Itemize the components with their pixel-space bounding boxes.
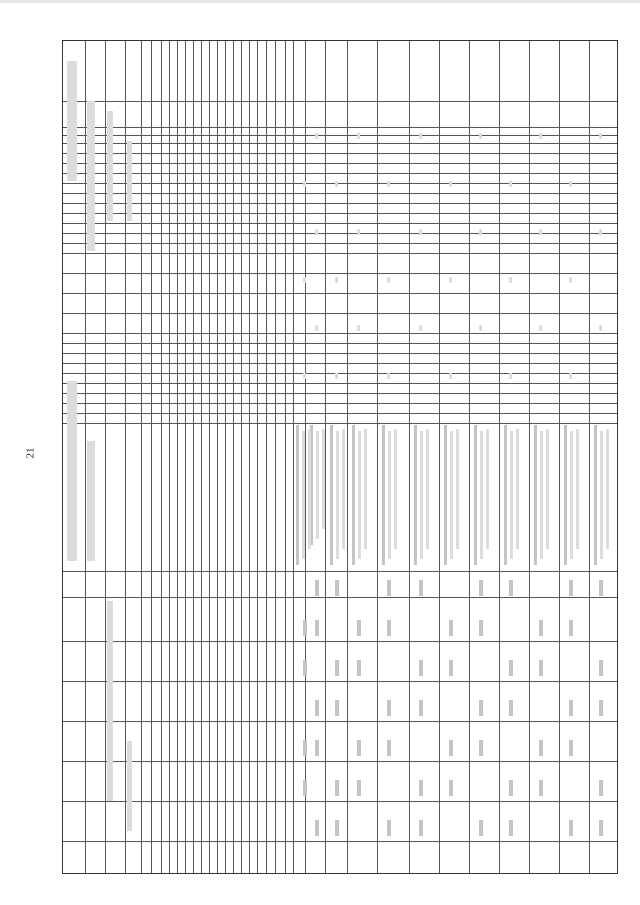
numeric-cell-mark (569, 820, 573, 836)
code-cell-mark (509, 277, 512, 283)
header-text-block (107, 111, 113, 221)
numeric-cell-mark (449, 780, 453, 796)
numeric-cell-mark (387, 820, 391, 836)
table-column-line (63, 163, 617, 164)
numeric-cell-mark (315, 620, 319, 636)
numeric-cell-mark (387, 580, 391, 596)
table-column-line (63, 243, 617, 244)
table-row-line (589, 41, 590, 873)
row-text-block (456, 429, 459, 549)
numeric-cell-mark (569, 700, 573, 716)
table-row-line (105, 41, 106, 873)
numeric-cell-mark (335, 780, 339, 796)
table-row-line (233, 41, 234, 873)
row-text-block (606, 429, 609, 549)
code-cell-mark (479, 133, 482, 139)
row-text-block (394, 429, 397, 549)
code-cell-mark (449, 277, 452, 283)
row-text-block (564, 425, 567, 565)
code-cell-mark (315, 133, 318, 139)
row-text-block (474, 425, 477, 565)
table-column-line (63, 313, 617, 314)
code-cell-mark (387, 181, 390, 187)
numeric-cell-mark (419, 820, 423, 836)
code-cell-mark (599, 229, 602, 235)
row-text-block (352, 425, 355, 565)
row-text-block (426, 429, 429, 549)
table-column-line (63, 173, 617, 174)
row-text-block (600, 431, 603, 559)
code-cell-mark (357, 325, 360, 331)
table-row-line (439, 41, 440, 873)
table-column-line (63, 293, 617, 294)
page-number: 21 (24, 447, 36, 458)
row-text-block (546, 429, 549, 549)
numeric-cell-mark (419, 660, 423, 676)
code-cell-mark (303, 373, 306, 379)
numeric-cell-mark (315, 580, 319, 596)
code-cell-mark (479, 325, 482, 331)
table-row-line (125, 41, 126, 873)
code-cell-mark (509, 181, 512, 187)
code-cell-mark (387, 277, 390, 283)
numeric-cell-mark (419, 580, 423, 596)
code-cell-mark (335, 181, 338, 187)
table-column-line (63, 233, 617, 234)
row-text-block (336, 431, 339, 559)
code-cell-mark (539, 229, 542, 235)
row-text-block (342, 429, 345, 549)
table-column-line (63, 373, 617, 374)
table-column-line (63, 333, 617, 334)
numeric-cell-mark (599, 660, 603, 676)
row-text-block (516, 429, 519, 549)
table-column-line (63, 383, 617, 384)
table-column-line (63, 223, 617, 224)
numeric-cell-mark (449, 660, 453, 676)
table-column-line (63, 721, 617, 722)
code-cell-mark (335, 277, 338, 283)
numeric-cell-mark (479, 740, 483, 756)
numeric-cell-mark (509, 780, 513, 796)
numeric-cell-mark (539, 780, 543, 796)
table-row-line (217, 41, 218, 873)
code-cell-mark (479, 229, 482, 235)
row-text-block (594, 425, 597, 565)
numeric-cell-mark (509, 820, 513, 836)
table-row-line (225, 41, 226, 873)
table-column-line (63, 203, 617, 204)
numeric-cell-mark (419, 700, 423, 716)
numeric-cell-mark (449, 620, 453, 636)
table-row-line (325, 41, 326, 873)
code-cell-mark (419, 229, 422, 235)
table-row-line (169, 41, 170, 873)
numeric-cell-mark (303, 660, 307, 676)
page-number-area (10, 0, 50, 905)
numeric-cell-mark (539, 620, 543, 636)
numeric-cell-mark (479, 620, 483, 636)
table-row-line (141, 41, 142, 873)
row-text-block (330, 425, 333, 565)
row-text-block (540, 431, 543, 559)
table-column-line (63, 571, 617, 572)
code-cell-mark (599, 133, 602, 139)
header-text-block (87, 441, 95, 561)
numeric-cell-mark (449, 740, 453, 756)
numeric-cell-mark (357, 740, 361, 756)
table-row-line (293, 41, 294, 873)
row-text-block (444, 425, 447, 565)
table-column-line (63, 681, 617, 682)
numeric-cell-mark (387, 740, 391, 756)
numeric-cell-mark (599, 820, 603, 836)
table-column-line (63, 127, 617, 128)
numeric-cell-mark (599, 700, 603, 716)
table-row-line (201, 41, 202, 873)
table-column-line (63, 841, 617, 842)
table-row-line (266, 41, 267, 873)
code-cell-mark (315, 325, 318, 331)
row-text-block (450, 431, 453, 559)
code-cell-mark (569, 181, 572, 187)
table-row-line (85, 41, 86, 873)
table-row-line (241, 41, 242, 873)
table-row-line (185, 41, 186, 873)
table-column-line (63, 213, 617, 214)
table-row-line (285, 41, 286, 873)
code-cell-mark (335, 373, 338, 379)
row-text-block (322, 429, 325, 529)
code-cell-mark (569, 373, 572, 379)
numeric-cell-mark (599, 580, 603, 596)
row-text-block (414, 425, 417, 565)
code-cell-mark (599, 325, 602, 331)
table-row-line (257, 41, 258, 873)
numeric-cell-mark (599, 780, 603, 796)
numeric-cell-mark (335, 660, 339, 676)
code-cell-mark (357, 133, 360, 139)
numeric-cell-mark (509, 580, 513, 596)
numeric-cell-mark (303, 620, 307, 636)
row-text-block (358, 431, 361, 559)
table-column-line (63, 403, 617, 404)
code-cell-mark (357, 229, 360, 235)
table-row-line (177, 41, 178, 873)
table-column-line (63, 253, 617, 254)
table-column-line (63, 641, 617, 642)
table-row-line (151, 41, 152, 873)
table-column-line (63, 273, 617, 274)
header-text-block (87, 101, 95, 251)
table-column-line (63, 597, 617, 598)
row-text-block (534, 425, 537, 565)
row-text-block (504, 425, 507, 565)
table-row-line (161, 41, 162, 873)
code-cell-mark (303, 277, 306, 283)
table-row-line (275, 41, 276, 873)
numeric-cell-mark (387, 620, 391, 636)
table-row-line (249, 41, 250, 873)
code-cell-mark (509, 373, 512, 379)
code-cell-mark (419, 325, 422, 331)
row-text-block (296, 425, 299, 565)
row-text-block (316, 431, 319, 539)
code-cell-mark (569, 277, 572, 283)
table-column-line (63, 101, 617, 102)
row-text-block (510, 431, 513, 559)
numeric-cell-mark (479, 580, 483, 596)
table-column-line (63, 143, 617, 144)
code-cell-mark (419, 133, 422, 139)
table-row-line (529, 41, 530, 873)
numeric-cell-mark (479, 700, 483, 716)
table-column-line (63, 183, 617, 184)
numeric-cell-mark (315, 740, 319, 756)
numeric-cell-mark (335, 700, 339, 716)
row-text-block (480, 431, 483, 559)
table-row-line (469, 41, 470, 873)
table-column-line (63, 423, 617, 424)
numeric-cell-mark (315, 820, 319, 836)
header-text-block (67, 61, 77, 181)
numeric-cell-mark (357, 780, 361, 796)
table-column-line (63, 413, 617, 414)
row-text-block (570, 431, 573, 559)
header-text-block (127, 741, 132, 831)
numeric-cell-mark (539, 660, 543, 676)
numeric-cell-mark (569, 580, 573, 596)
code-cell-mark (315, 229, 318, 235)
table-row-line (499, 41, 500, 873)
table-row-line (209, 41, 210, 873)
table-row-line (193, 41, 194, 873)
numeric-cell-mark (569, 740, 573, 756)
table-row-line (377, 41, 378, 873)
table-column-line (63, 153, 617, 154)
header-text-block (67, 381, 77, 561)
numeric-cell-mark (539, 740, 543, 756)
numeric-cell-mark (357, 620, 361, 636)
code-cell-mark (539, 325, 542, 331)
table-column-line (63, 193, 617, 194)
code-cell-mark (449, 181, 452, 187)
row-text-block (302, 431, 305, 559)
numeric-cell-mark (509, 700, 513, 716)
table-row-line (559, 41, 560, 873)
table-column-line (63, 353, 617, 354)
table-row-line (347, 41, 348, 873)
page-top-edge (0, 0, 640, 3)
numeric-cell-mark (569, 620, 573, 636)
numeric-cell-mark (303, 780, 307, 796)
code-cell-mark (449, 373, 452, 379)
numeric-cell-mark (357, 660, 361, 676)
table-row-line (409, 41, 410, 873)
table-column-line (63, 343, 617, 344)
rotated-table (62, 40, 618, 874)
row-text-block (382, 425, 385, 565)
numeric-cell-mark (335, 820, 339, 836)
numeric-cell-mark (335, 580, 339, 596)
row-text-block (486, 429, 489, 549)
numeric-cell-mark (479, 820, 483, 836)
table-column-line (63, 363, 617, 364)
numeric-cell-mark (387, 700, 391, 716)
code-cell-mark (539, 133, 542, 139)
row-text-block (364, 429, 367, 549)
numeric-cell-mark (303, 740, 307, 756)
code-cell-mark (303, 181, 306, 187)
numeric-cell-mark (509, 660, 513, 676)
numeric-cell-mark (315, 700, 319, 716)
table-column-line (63, 393, 617, 394)
table-column-line (63, 761, 617, 762)
header-text-block (127, 141, 132, 221)
header-text-block (107, 601, 113, 801)
table-column-line (63, 801, 617, 802)
row-text-block (420, 431, 423, 559)
code-cell-mark (387, 373, 390, 379)
table-column-line (63, 135, 617, 136)
row-text-block (388, 431, 391, 559)
numeric-cell-mark (419, 780, 423, 796)
row-text-block (308, 429, 311, 549)
row-text-block (576, 429, 579, 549)
